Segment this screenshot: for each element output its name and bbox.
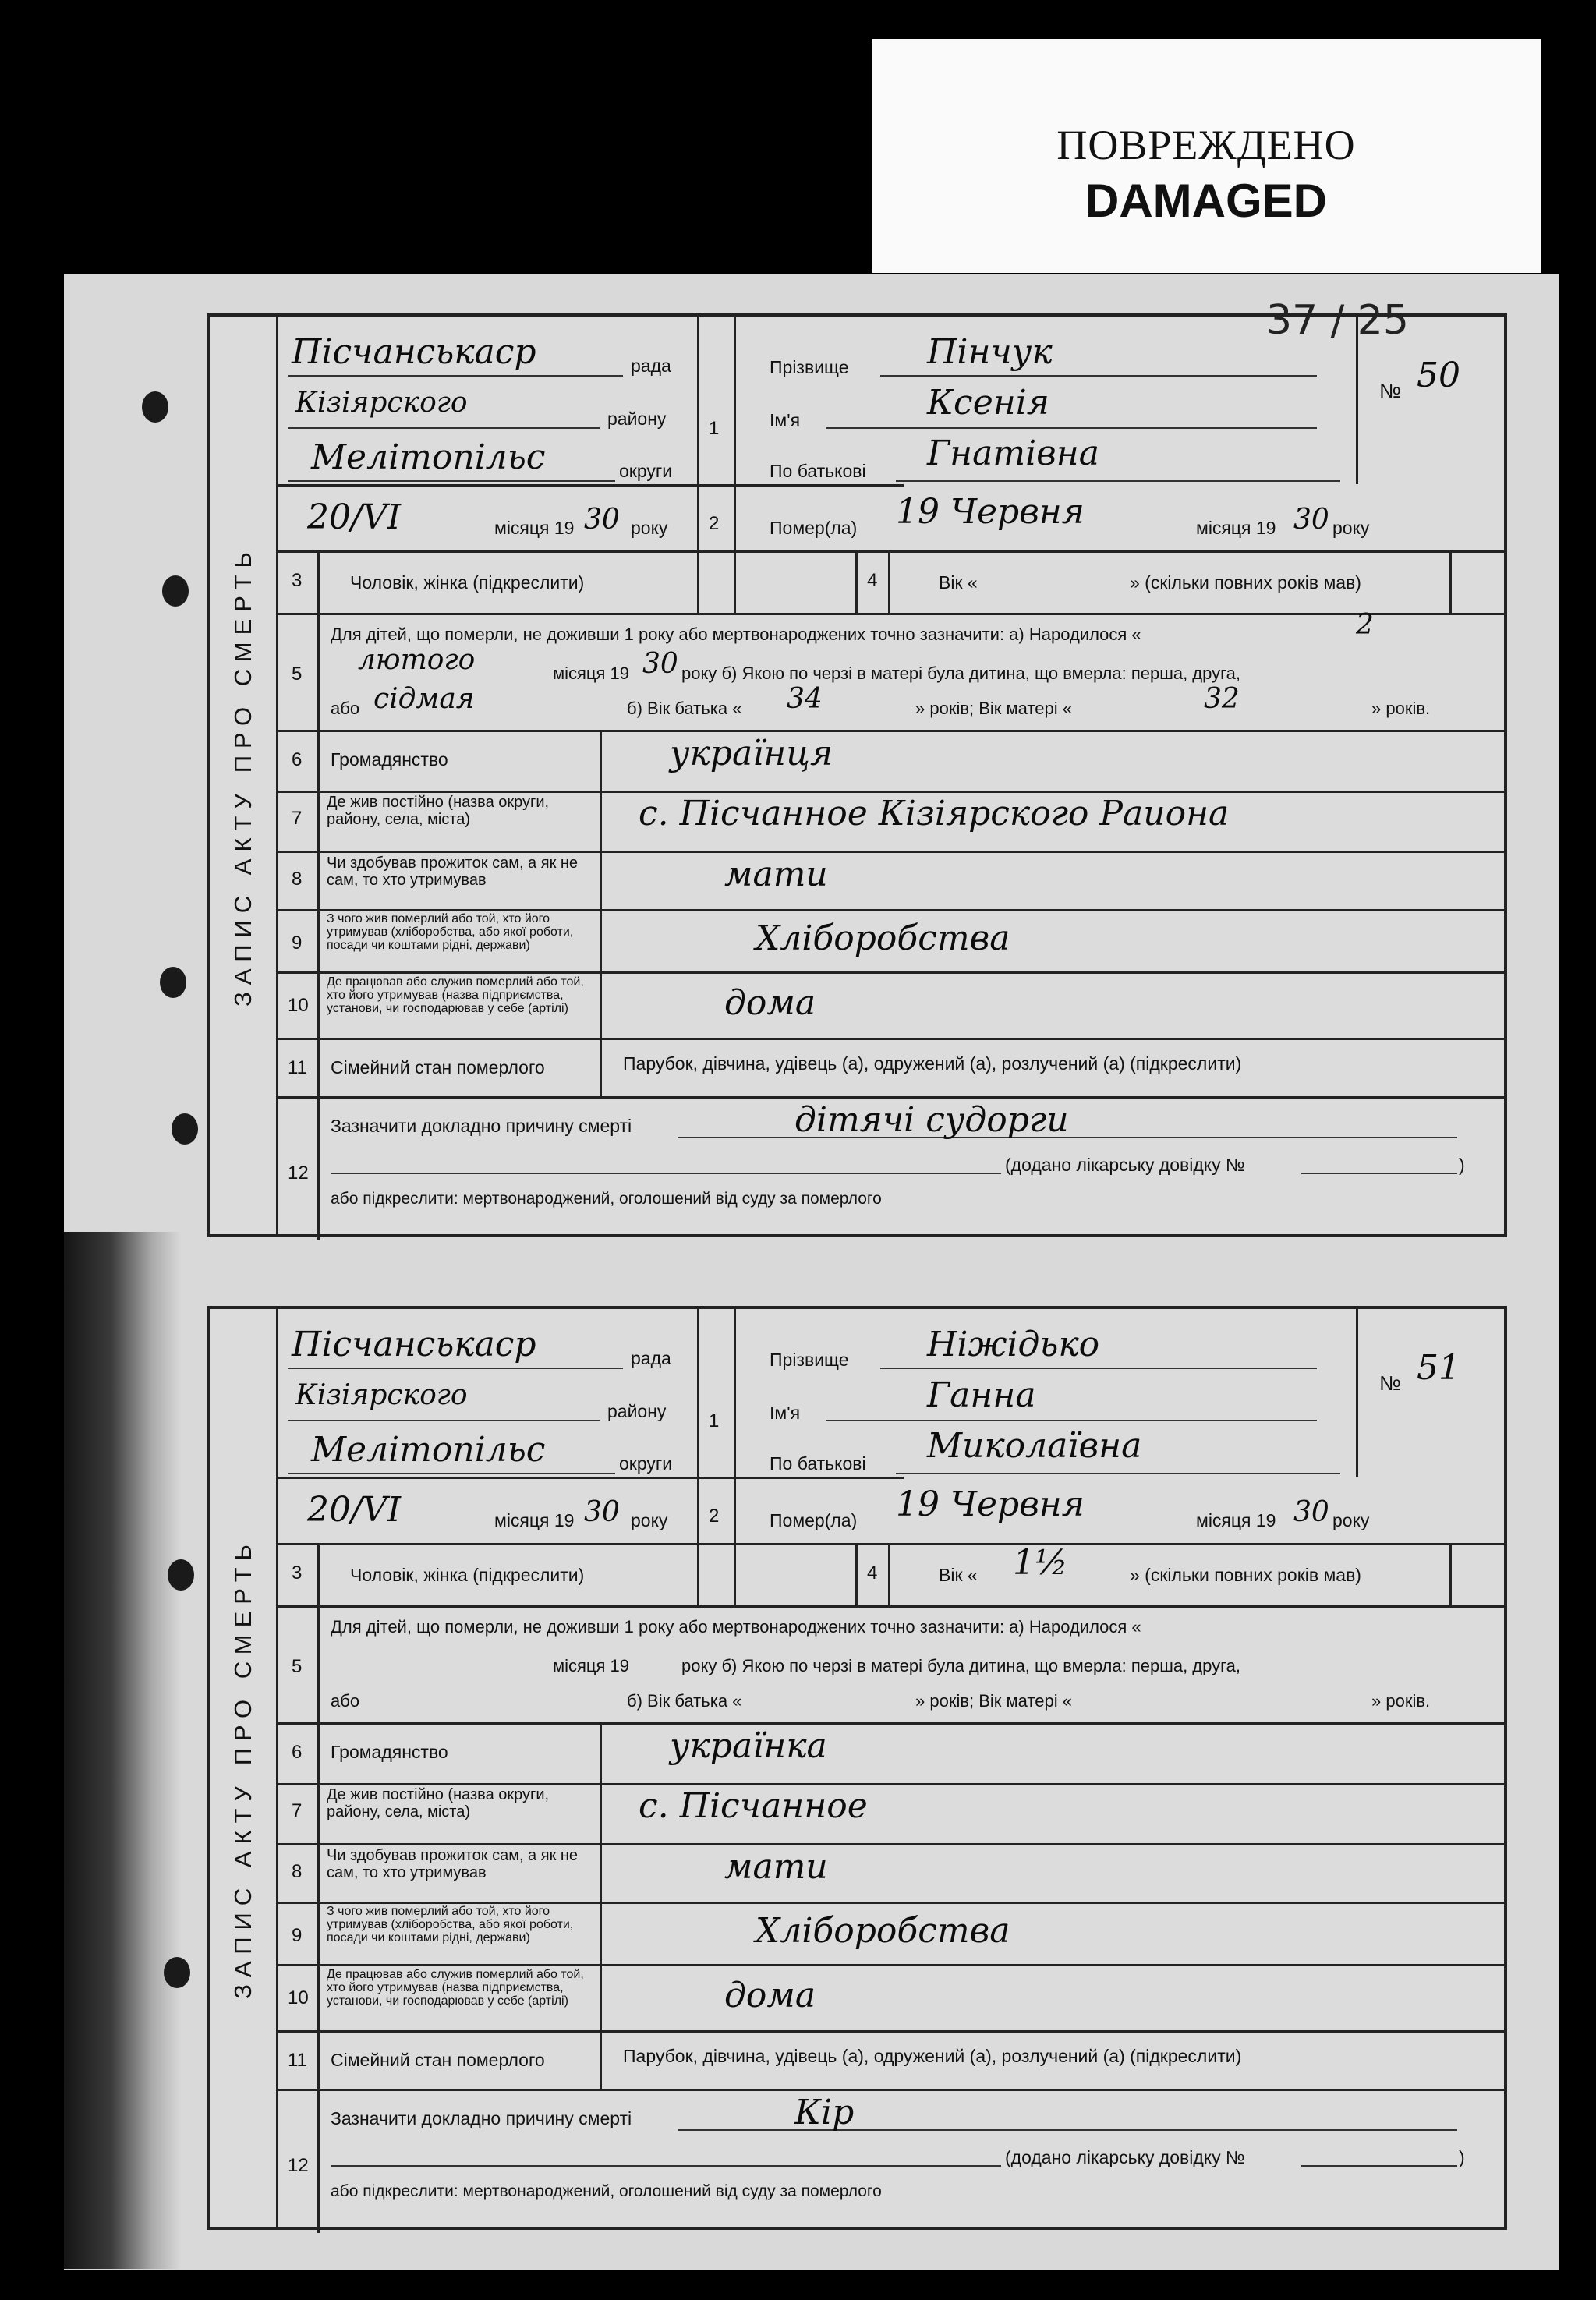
death-record-form: ЗАПИС АКТУ ПРО СМЕРТЬ Пісчанськаср рада Кізіярского району Мелітопільс округи 20/VI місяця 19 30 року 1 2 Прізвище Пінчук Ім'я Ксенія По батькові Гнатівна Помер(ла) 19 Червня місяця 19 30 року № 50 37 / 25 3 Чоловік, жінка (підкреслити) 4 Вік « » (скільки повних років мав) 5 Для дітей, що померли, не доживши 1 року або мертвонароджених точно зазначити: а) Народилося « 2 лютого місяця 19 30 року б) Якою по черзі в матері була дитина, що вмерла: перша, друга, або сідмая б) Вік батька « 34 » років; Вік матері « 32 » років. 6 Громадянство українця 7 Де жив постійно (назва округи, району, села, міста) с. Пісчанное Кізіярского Раиона 8 Чи здобував прожиток сам, а як не сам, то хто утримував мати 9 З чого жив померлий або той, хто його утримував (хліборобства, або якої роботи, посади чи коштами рідні, держави) Хліборобства 10 Де працював або служив померлий або той, хто його утримував (назва підприємства, установи, чи господарював у себе (артілі) дома 11 Сімейний стан померлого Парубок, дівчина, удівець (а), одружений (а), розлучений (а) (підкреслити) 12 Зазначити докладно причину смерті дітячі судорги (додано лікарську довідку № ) або підкреслити: мертвонароджений, оголошений від суду за померлого — [207, 313, 1507, 1237]
simeinyi-label: Сімейний стан померлого — [331, 1057, 545, 1077]
pomer-day-value: 19 Червня — [896, 492, 1085, 532]
okrug-label: округи — [619, 1453, 673, 1474]
rada-label: рада — [631, 356, 671, 376]
punch-hole — [168, 1559, 194, 1591]
prizvyshche-label: Прізвище — [770, 1350, 849, 1370]
punch-hole — [172, 1113, 198, 1145]
dovidka-label: (додано лікарську довідку № — [1005, 1155, 1245, 1175]
date-reg-value: 20/VI — [307, 497, 401, 537]
vik-label: Вік « — [939, 1565, 978, 1585]
z-choho-value: Хліборобства — [756, 918, 1010, 958]
dovidka-label: (додано лікарську довідку № — [1005, 2147, 1245, 2167]
rada-value: Пісчанськаср — [292, 332, 536, 372]
child-line-3c: » років; Вік матері « — [915, 1691, 1072, 1711]
punch-hole — [142, 391, 168, 423]
imia-label: Ім'я — [770, 410, 801, 430]
prizvyshche-value: Пінчук — [927, 332, 1053, 372]
child-born-value: 2 — [1356, 609, 1374, 641]
vik-batka-value: 34 — [787, 683, 823, 715]
pomer-roku-label: року — [1332, 1510, 1370, 1530]
child-year-value: 30 — [642, 648, 678, 680]
de-pratsiuvav-value: дома — [724, 1976, 816, 2015]
punch-hole — [162, 575, 189, 607]
po-batkovi-label: По батькові — [770, 461, 866, 481]
damaged-stamp-ru: ПОВРЕЖДЕНО — [1056, 122, 1356, 168]
form-side-title — [210, 1309, 278, 2227]
stat-label: Чоловік, жінка (підкреслити) — [350, 1565, 585, 1585]
imia-label: Ім'я — [770, 1403, 801, 1423]
hromadianstvo-value: українка — [670, 1726, 827, 1766]
year-reg-value: 30 — [584, 1496, 620, 1528]
hromadianstvo-value: українця — [670, 734, 833, 773]
prizvyshche-value: Ніжідько — [927, 1325, 1100, 1364]
child-line-3b: б) Вік батька « — [627, 699, 742, 718]
pomer-label: Помер(ла) — [770, 1510, 858, 1530]
rada-label: рада — [631, 1348, 671, 1368]
simeinyi-options: Парубок, дівчина, удівець (а), одружений (а), розлучений (а) (підкреслити) — [623, 2046, 1242, 2066]
date-reg-value: 20/VI — [307, 1490, 401, 1530]
child-line-2a: місяця 19 — [553, 663, 630, 683]
hromadianstvo-label: Громадянство — [331, 1742, 448, 1762]
child-line-1: Для дітей, що померли, не доживши 1 року або мертвонароджених точно зазначити: а) Народилося « — [331, 625, 1141, 644]
prychyna-label: Зазначити докладно причину смерті — [331, 2108, 632, 2128]
raion-value: Кізіярского — [295, 387, 468, 419]
pomer-label: Помер(ла) — [770, 518, 858, 538]
pomer-year-value: 30 — [1293, 1496, 1329, 1528]
de-pratsiuvav-label: Де працював або служив померлий або той, хто його утримував (назва підприємства, установи, чи господарював у себе (артілі) — [327, 1968, 584, 2008]
punch-hole — [164, 1957, 190, 1988]
z-choho-value: Хліборобства — [756, 1911, 1010, 1951]
child-line-2b: року б) Якою по черзі в матері була дитина, що вмерла: перша, друга, — [681, 663, 1241, 683]
pomer-misiatsia-label: місяця 19 — [1196, 518, 1276, 538]
simeinyi-label: Сімейний стан померлого — [331, 2050, 545, 2070]
child-line-2b: року б) Якою по черзі в матері була дитина, що вмерла: перша, друга, — [681, 1656, 1241, 1675]
punch-hole — [160, 967, 186, 998]
de-zhyv-label: Де жив постійно (назва округи, району, села, міста) — [327, 1786, 550, 1821]
death-record-form: ЗАПИС АКТУ ПРО СМЕРТЬ Пісчанськаср рада Кізіярского району Мелітопільс округи 20/VI місяця 19 30 року 1 2 Прізвище Ніжідько Ім'я Ганна По батькові Миколаївна Помер(ла) 19 Червня місяця 19 30 року № 51 3 Чоловік, жінка (підкреслити) 4 Вік « 1½ » (скільки повних років мав) 5 Для дітей, що померли, не доживши 1 року або мертвонароджених точно зазначити: а) Народилося « місяця 19 року б) Якою по черзі в матері була дитина, що вмерла: перша, друга, або б) Вік батька « » років; Вік матері « » років. 6 Громадянство українка 7 Де жив постійно (назва округи, району, села, міста) с. Пісчанное 8 Чи здобував прожиток сам, а як не сам, то хто утримував мати 9 З чого жив померлий або той, хто його утримував (хліборобства, або якої роботи, посади чи коштами рідні, держави) Хліборобства 10 Де працював або служив померлий або той, хто його утримував (назва підприємства, установи, чи господарював у себе (артілі) дома 11 Сімейний стан померлого Парубок, дівчина, удівець (а), одружений (а), розлучений (а) (підкреслити) 12 Зазначити докладно причину смерті Кір (додано лікарську довідку № ) або підкреслити: мертвонароджений, оголошений від суду за померлого — [207, 1306, 1507, 2230]
stat-label: Чоловік, жінка (підкреслити) — [350, 572, 585, 593]
child-line-3a: або — [331, 1691, 360, 1711]
okrug-value: Мелітопільс — [311, 437, 546, 477]
child-line-2a: місяця 19 — [553, 1656, 630, 1675]
roku-label: року — [631, 518, 668, 538]
simeinyi-options: Парубок, дівчина, удівець (а), одружений (а), розлучений (а) (підкреслити) — [623, 1053, 1242, 1074]
zdobuvav-label: Чи здобував прожиток сам, а як не сам, то хто утримував — [327, 855, 579, 889]
damaged-stamp-en: DAMAGED — [1085, 175, 1327, 227]
vik-label: Вік « — [939, 572, 978, 593]
prychyna-label: Зазначити докладно причину смерті — [331, 1116, 632, 1136]
de-zhyv-value: с. Пісчанное Кізіярского Раиона — [639, 794, 1230, 833]
child-line-3d: » років. — [1371, 1691, 1431, 1711]
zdobuvav-value: мати — [724, 1847, 828, 1887]
pomer-roku-label: року — [1332, 518, 1370, 538]
number-value: 50 — [1417, 356, 1460, 395]
imia-value: Ксенія — [927, 383, 1049, 423]
child-line-1: Для дітей, що померли, не доживши 1 року або мертвонароджених точно зазначити: а) Народилося « — [331, 1617, 1141, 1637]
vik-end-label: » (скільки повних років мав) — [1130, 572, 1361, 593]
child-month-value: лютого — [358, 644, 476, 676]
pomer-misiatsia-label: місяця 19 — [1196, 1510, 1276, 1530]
roku-label: року — [631, 1510, 668, 1530]
damaged-stamp — [872, 39, 1541, 273]
child-line-3d: » років. — [1371, 699, 1431, 718]
po-batkovi-value: Миколаївна — [927, 1426, 1142, 1466]
hromadianstvo-label: Громадянство — [331, 749, 448, 770]
z-choho-label: З чого жив померлий або той, хто його утримував (хліборобства, або якої роботи, посади чи коштами рідні, держави) — [327, 912, 574, 952]
de-zhyv-value: с. Пісчанное — [639, 1786, 868, 1826]
prizvyshche-label: Прізвище — [770, 357, 849, 377]
raion-label: району — [607, 409, 667, 429]
misiatsia-label: місяця 19 — [494, 518, 575, 538]
number-label: № — [1379, 1371, 1401, 1395]
child-order-value: сідмая — [373, 683, 475, 715]
mertvo-label: або підкреслити: мертвонароджений, оголошений від суду за померлого — [331, 1190, 882, 1208]
okrug-label: округи — [619, 461, 673, 481]
raion-value: Кізіярского — [295, 1379, 468, 1411]
zdobuvav-value: мати — [724, 855, 828, 894]
de-pratsiuvav-label: Де працював або служив померлий або той, хто його утримував (назва підприємства, установи, чи господарював у себе (артілі) — [327, 975, 584, 1015]
year-reg-value: 30 — [584, 504, 620, 536]
misiatsia-label: місяця 19 — [494, 1510, 575, 1530]
side-title-text: ЗАПИС АКТУ ПРО СМЕРТЬ — [228, 1537, 257, 1999]
de-zhyv-label: Де жив постійно (назва округи, району, села, міста) — [327, 794, 550, 828]
prychyna-value: дітячі судорги — [794, 1100, 1069, 1140]
vik-value: 1½ — [1013, 1543, 1068, 1583]
vik-end-label: » (скільки повних років мав) — [1130, 1565, 1361, 1585]
prychyna-value: Кір — [794, 2093, 855, 2132]
pomer-day-value: 19 Червня — [896, 1484, 1085, 1524]
number-value: 51 — [1417, 1348, 1460, 1388]
pomer-year-value: 30 — [1293, 504, 1329, 536]
de-pratsiuvav-value: дома — [724, 983, 816, 1023]
torn-edge-shadow — [64, 1232, 181, 2269]
form-side-title — [210, 317, 278, 1234]
vik-materi-value: 32 — [1204, 683, 1240, 715]
raion-label: району — [607, 1401, 667, 1421]
zdobuvav-label: Чи здобував прожиток сам, а як не сам, то хто утримував — [327, 1847, 579, 1881]
rada-value: Пісчанськаср — [292, 1325, 536, 1364]
z-choho-label: З чого жив померлий або той, хто його утримував (хліборобства, або якої роботи, посади чи коштами рідні, держави) — [327, 1905, 574, 1944]
po-batkovi-label: По батькові — [770, 1453, 866, 1474]
child-line-3b: б) Вік батька « — [627, 1691, 742, 1711]
child-line-3c: » років; Вік матері « — [915, 699, 1072, 718]
pencil-mark: 37 / 25 — [1266, 297, 1409, 344]
mertvo-label: або підкреслити: мертвонароджений, оголошений від суду за померлого — [331, 2182, 882, 2200]
imia-value: Ганна — [927, 1375, 1036, 1415]
po-batkovi-value: Гнатівна — [927, 433, 1099, 473]
okrug-value: Мелітопільс — [311, 1430, 546, 1470]
number-label: № — [1379, 379, 1401, 402]
side-title-text: ЗАПИС АКТУ ПРО СМЕРТЬ — [228, 544, 257, 1007]
child-line-3a: або — [331, 699, 360, 718]
